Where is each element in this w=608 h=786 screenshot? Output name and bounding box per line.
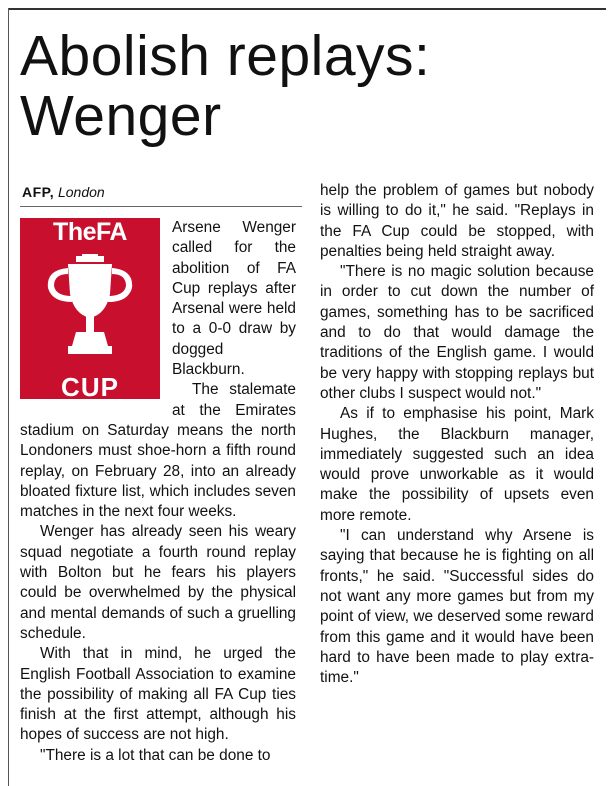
logo-bottom-text: CUP [61,371,119,402]
paragraph-2: The stalemate at the Emirates stadium on Saturday means the north Londoners must shoe-horn a fifth round replay, on February 28, into an already bloated fixture list, which includes seven matches in the next four weeks. [20,381,296,521]
fa-cup-logo [20,218,160,402]
headline [20,26,590,146]
headline-line-1: Abolish replays: [20,24,431,88]
top-rule [8,8,606,10]
paragraph-8: As if to emphasise his point, Mark Hughes, the Blackburn manager, immediately suggested such an idea would prove unworkable as it would make the possibility of upsets even more remote. [320,405,594,524]
paragraph-4: With that in mind, he urged the English Football Association to examine the possibility of making all FA Cup ties finish at the first attempt, although his hopes of success are not high. [20,645,296,744]
logo-top-text: TheFA [53,218,127,246]
byline-agency: AFP, [22,184,55,200]
byline-city: London [57,184,105,200]
headline-line-2: Wenger [20,84,222,148]
paragraph-5: "There is a lot that can be done to [40,746,271,764]
byline-rule [20,206,302,207]
paragraph-7: "There is no magic solution because in order to cut down the number of games, something has to be sacrificed and to do that would damage the traditions of the English game. I would be very happy with stopping replays but other clubs I suspect would not." [320,263,594,402]
paragraph-9: "I can understand why Arsene is saying that because he is fighting on all fronts," he said. "Successful sides do not want any more games but from my point of view, we deserved some reward from this game and it would have been hard to have been made to play extra-time." [320,527,594,687]
byline [22,184,105,200]
paragraph-6: help the problem of games but nobody is willing to do it," he said. "Replays in the FA Cup could be stopped, with penalties being held straight away. [320,182,594,260]
paragraph-1: Arsene Wenger called for the abolition of FA Cup replays after Arsenal were held to a 0-0 draw by dogged Blackburn. [172,219,296,379]
article-column-2 [320,181,594,688]
article-column-1 [20,218,296,766]
trophy-icon [40,254,140,362]
left-rule [8,8,9,786]
paragraph-3: Wenger has already seen his weary squad negotiate a fourth round replay with Bolton but he fears his players could be overwhelmed by the physical and mental demands of such a gruelling schedule. [20,523,296,642]
